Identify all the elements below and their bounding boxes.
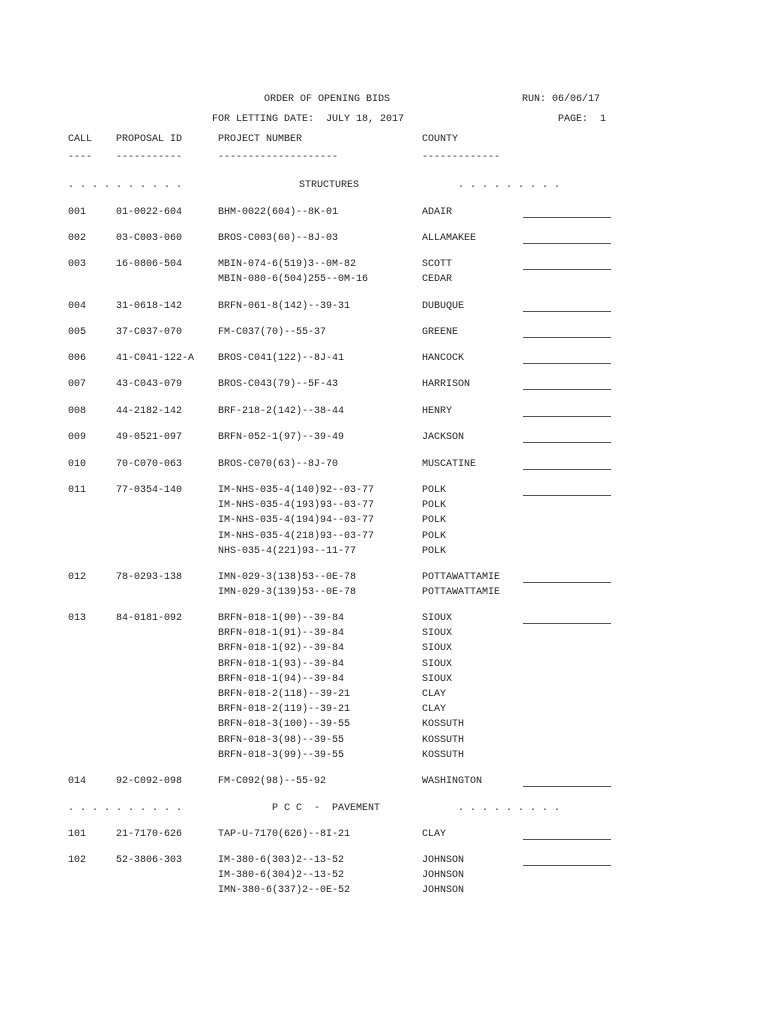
county-name: JOHNSON bbox=[422, 855, 465, 866]
project-number: BROS-C003(60)--8J-03 bbox=[218, 233, 339, 244]
proposal-id: 70-C070-063 bbox=[116, 459, 183, 470]
project-number: BHM-0022(604)--8K-01 bbox=[218, 207, 339, 218]
section-title: P C C - PAVEMENT bbox=[272, 803, 381, 814]
bid-blank-line bbox=[523, 469, 611, 470]
call-number: 013 bbox=[68, 613, 87, 624]
proposal-id: 49-0521-097 bbox=[116, 432, 183, 443]
project-number: BRFN-018-1(92)--39-84 bbox=[218, 643, 345, 654]
county-name: DUBUQUE bbox=[422, 301, 465, 312]
project-number: BRF-218-2(142)--38-44 bbox=[218, 406, 345, 417]
project-number: BRFN-018-3(98)--39-55 bbox=[218, 735, 345, 746]
project-number: BRFN-018-2(118)--39-21 bbox=[218, 689, 351, 700]
bid-blank-line bbox=[523, 495, 611, 496]
project-number: IM-NHS-035-4(194)94--03-77 bbox=[218, 515, 375, 526]
county-name: GREENE bbox=[422, 327, 459, 338]
column-header-county: COUNTY bbox=[422, 134, 459, 145]
bid-blank-line bbox=[523, 839, 611, 840]
county-name: JOHNSON bbox=[422, 885, 465, 896]
proposal-id: 44-2182-142 bbox=[116, 406, 183, 417]
county-name: CLAY bbox=[422, 704, 447, 715]
proposal-id: 03-C003-060 bbox=[116, 233, 183, 244]
project-number: NHS-035-4(221)93--11-77 bbox=[218, 546, 357, 557]
project-number: BRFN-018-3(99)--39-55 bbox=[218, 750, 345, 761]
project-number: MBIN-074-6(519)3--0M-82 bbox=[218, 259, 357, 270]
bid-blank-line bbox=[523, 363, 611, 364]
county-name: KOSSUTH bbox=[422, 750, 465, 761]
county-name: JOHNSON bbox=[422, 870, 465, 881]
county-name: CLAY bbox=[422, 689, 447, 700]
county-name: POLK bbox=[422, 546, 447, 557]
bid-blank-line bbox=[523, 442, 611, 443]
project-number: IMN-380-6(337)2--0E-52 bbox=[218, 885, 351, 896]
call-number: 014 bbox=[68, 776, 87, 787]
bid-blank-line bbox=[523, 416, 611, 417]
proposal-id: 43-C043-079 bbox=[116, 379, 183, 390]
proposal-id: 52-3806-303 bbox=[116, 855, 183, 866]
project-number: IM-NHS-035-4(193)93--03-77 bbox=[218, 500, 375, 511]
project-number: BROS-C043(79)--5F-43 bbox=[218, 379, 339, 390]
call-number: 008 bbox=[68, 406, 87, 417]
project-number: IMN-029-3(138)53--0E-78 bbox=[218, 572, 357, 583]
project-number: BRFN-018-1(90)--39-84 bbox=[218, 613, 345, 624]
page-number: PAGE: 1 bbox=[558, 114, 607, 125]
proposal-id: 16-0806-504 bbox=[116, 259, 183, 270]
project-number: BRFN-018-2(119)--39-21 bbox=[218, 704, 351, 715]
project-number: IM-380-6(304)2--13-52 bbox=[218, 870, 345, 881]
project-number: IM-NHS-035-4(218)93--03-77 bbox=[218, 531, 375, 542]
county-name: SCOTT bbox=[422, 259, 453, 270]
call-number: 010 bbox=[68, 459, 87, 470]
proposal-id: 21-7170-626 bbox=[116, 829, 183, 840]
call-number: 001 bbox=[68, 207, 87, 218]
proposal-id: 84-0181-092 bbox=[116, 613, 183, 624]
project-number: BRFN-018-1(91)--39-84 bbox=[218, 628, 345, 639]
project-number: IM-NHS-035-4(140)92--03-77 bbox=[218, 485, 375, 496]
county-name: JACKSON bbox=[422, 432, 465, 443]
letting-date: FOR LETTING DATE: JULY 18, 2017 bbox=[212, 114, 405, 125]
call-number: 007 bbox=[68, 379, 87, 390]
county-name: SIOUX bbox=[422, 674, 453, 685]
county-name: SIOUX bbox=[422, 659, 453, 670]
project-number: FM-C092(98)--55-92 bbox=[218, 776, 327, 787]
call-number: 005 bbox=[68, 327, 87, 338]
column-rule-call: ---- bbox=[68, 152, 93, 163]
county-name: HANCOCK bbox=[422, 353, 465, 364]
county-name: POLK bbox=[422, 515, 447, 526]
project-number: MBIN-080-6(504)255--0M-16 bbox=[218, 274, 369, 285]
bid-blank-line bbox=[523, 217, 611, 218]
county-name: SIOUX bbox=[422, 613, 453, 624]
section-dots-left: . . . . . . . . . . bbox=[68, 803, 183, 814]
bid-blank-line bbox=[523, 337, 611, 338]
project-number: IM-380-6(303)2--13-52 bbox=[218, 855, 345, 866]
bid-blank-line bbox=[523, 623, 611, 624]
call-number: 006 bbox=[68, 353, 87, 364]
county-name: KOSSUTH bbox=[422, 719, 465, 730]
bid-blank-line bbox=[523, 865, 611, 866]
county-name: POLK bbox=[422, 531, 447, 542]
call-number: 011 bbox=[68, 485, 87, 496]
project-number: BRFN-061-8(142)--39-31 bbox=[218, 301, 351, 312]
county-name: HARRISON bbox=[422, 379, 471, 390]
bid-blank-line bbox=[523, 786, 611, 787]
column-header-project: PROJECT NUMBER bbox=[218, 134, 303, 145]
county-name: WASHINGTON bbox=[422, 776, 483, 787]
section-dots-right: . . . . . . . . . bbox=[458, 180, 561, 191]
bid-blank-line bbox=[523, 269, 611, 270]
column-header-proposal: PROPOSAL ID bbox=[116, 134, 183, 145]
project-number: FM-C037(70)--55-37 bbox=[218, 327, 327, 338]
project-number: IMN-029-3(139)53--0E-78 bbox=[218, 587, 357, 598]
project-number: BROS-C041(122)--8J-41 bbox=[218, 353, 345, 364]
proposal-id: 01-0022-604 bbox=[116, 207, 183, 218]
column-rule-county: ------------- bbox=[422, 152, 501, 163]
proposal-id: 41-C041-122-A bbox=[116, 353, 195, 364]
proposal-id: 77-0354-140 bbox=[116, 485, 183, 496]
proposal-id: 37-C037-070 bbox=[116, 327, 183, 338]
column-rule-project: -------------------- bbox=[218, 152, 339, 163]
county-name: CLAY bbox=[422, 829, 447, 840]
call-number: 002 bbox=[68, 233, 87, 244]
section-title: STRUCTURES bbox=[299, 180, 360, 191]
bid-blank-line bbox=[523, 389, 611, 390]
county-name: POTTAWATTAMIE bbox=[422, 587, 501, 598]
county-name: POTTAWATTAMIE bbox=[422, 572, 501, 583]
county-name: POLK bbox=[422, 485, 447, 496]
bid-blank-line bbox=[523, 243, 611, 244]
proposal-id: 92-C092-098 bbox=[116, 776, 183, 787]
section-dots-right: . . . . . . . . . bbox=[458, 803, 561, 814]
project-number: TAP-U-7170(626)--8I-21 bbox=[218, 829, 351, 840]
run-date: RUN: 06/06/17 bbox=[522, 94, 601, 105]
bid-blank-line bbox=[523, 311, 611, 312]
call-number: 004 bbox=[68, 301, 87, 312]
project-number: BRFN-052-1(97)--39-49 bbox=[218, 432, 345, 443]
county-name: ADAIR bbox=[422, 207, 453, 218]
county-name: SIOUX bbox=[422, 643, 453, 654]
section-dots-left: . . . . . . . . . . bbox=[68, 180, 183, 191]
county-name: CEDAR bbox=[422, 274, 453, 285]
project-number: BRFN-018-1(94)--39-84 bbox=[218, 674, 345, 685]
column-rule-proposal: ----------- bbox=[116, 152, 183, 163]
project-number: BRFN-018-1(93)--39-84 bbox=[218, 659, 345, 670]
proposal-id: 31-0618-142 bbox=[116, 301, 183, 312]
county-name: ALLAMAKEE bbox=[422, 233, 477, 244]
project-number: BROS-C070(63)--8J-70 bbox=[218, 459, 339, 470]
county-name: POLK bbox=[422, 500, 447, 511]
report-title: ORDER OF OPENING BIDS bbox=[264, 94, 391, 105]
column-header-call: CALL bbox=[68, 134, 93, 145]
call-number: 009 bbox=[68, 432, 87, 443]
bid-blank-line bbox=[523, 582, 611, 583]
county-name: KOSSUTH bbox=[422, 735, 465, 746]
call-number: 012 bbox=[68, 572, 87, 583]
county-name: MUSCATINE bbox=[422, 459, 477, 470]
project-number: BRFN-018-3(100)--39-55 bbox=[218, 719, 351, 730]
county-name: HENRY bbox=[422, 406, 453, 417]
call-number: 102 bbox=[68, 855, 87, 866]
proposal-id: 78-0293-138 bbox=[116, 572, 183, 583]
call-number: 003 bbox=[68, 259, 87, 270]
county-name: SIOUX bbox=[422, 628, 453, 639]
call-number: 101 bbox=[68, 829, 87, 840]
